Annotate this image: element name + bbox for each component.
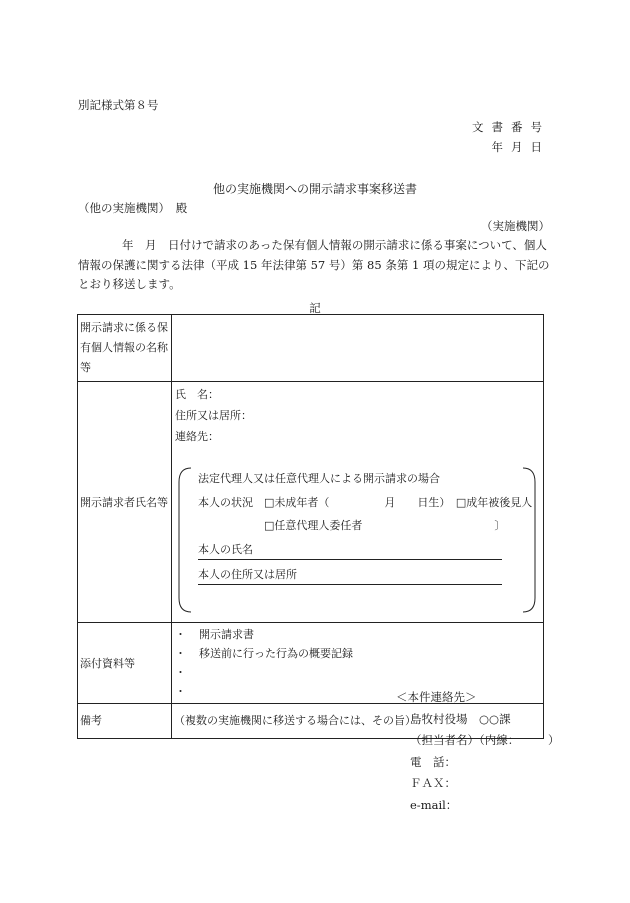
requester-name-label: 氏 名：	[175, 388, 219, 401]
row-label-cell	[78, 623, 172, 704]
table-row	[78, 382, 544, 623]
requester-contact-label: 連絡先：	[175, 430, 219, 443]
body-paragraph	[78, 236, 550, 295]
bullet: ・	[175, 628, 186, 641]
document-number: 文書番号	[472, 120, 550, 134]
principal-name-line: 本人の氏名	[198, 541, 502, 560]
row-label-cell	[78, 382, 172, 623]
list-item	[172, 625, 543, 644]
row1-label: 開示請求に係る保有個人情報の名称等	[80, 321, 168, 374]
contact-office: 島牧村役場 ○○課	[410, 711, 511, 726]
addressee: （他の実施機関） 殿	[78, 201, 188, 215]
row4-label: 備考	[80, 714, 102, 727]
table-row	[78, 315, 544, 382]
contact-block	[396, 687, 560, 816]
attachment-text: 移送前に行った行為の概要記録	[199, 647, 353, 660]
row2-value-cell	[172, 382, 544, 623]
document-title: 他の実施機関への開示請求事案移送書	[212, 182, 417, 196]
ki-heading: 記	[309, 301, 321, 315]
attachment-text: 開示請求書	[199, 628, 254, 641]
form-number: 別記様式第８号	[78, 98, 159, 112]
contact-fax: ＦＡＸ：	[410, 776, 456, 790]
principal-status-proxy: □任意代理人委任者 〕	[264, 519, 506, 532]
agent-request-title: 法定代理人又は任意代理人による開示請求の場合	[198, 472, 440, 485]
transfer-table	[77, 314, 544, 739]
row1-value-cell	[172, 315, 544, 382]
bullet: ・	[175, 685, 186, 698]
contact-heading: ＜本件連絡先＞	[396, 690, 477, 704]
requester-address-label: 住所又は居所：	[175, 409, 252, 422]
row3-label: 添付資料等	[80, 657, 135, 670]
list-item	[172, 644, 543, 663]
contact-phone: 電 話：	[410, 754, 456, 769]
row-label-cell	[78, 315, 172, 382]
row-label-cell	[78, 704, 172, 739]
body-text: 年 月 日付けで請求のあった保有個人情報の開示請求に係る事案について、個人情報の保護に関する法律（平成 15 年法律第 57 号）第 85 条第 1 項の規定により、下記のとおり移送します。	[78, 238, 550, 291]
contact-email: e-mail：	[410, 797, 458, 812]
principal-status: 本人の状況 □未成年者（ 月 日生） □成年被後見人	[198, 496, 533, 509]
remarks-text: （複数の実施機関に移送する場合には、その旨）	[174, 714, 416, 727]
list-item	[172, 663, 543, 682]
row2-label: 開示請求者氏名等	[80, 496, 168, 509]
principal-address-line: 本人の住所又は居所	[198, 566, 502, 585]
agent-bracket	[177, 466, 537, 614]
sender: （実施機関）	[481, 219, 550, 233]
contact-person: （担当者名）（内線： ）	[410, 733, 560, 747]
document-date: 年月日	[491, 140, 550, 154]
bullet: ・	[175, 647, 186, 660]
bullet: ・	[175, 666, 186, 679]
